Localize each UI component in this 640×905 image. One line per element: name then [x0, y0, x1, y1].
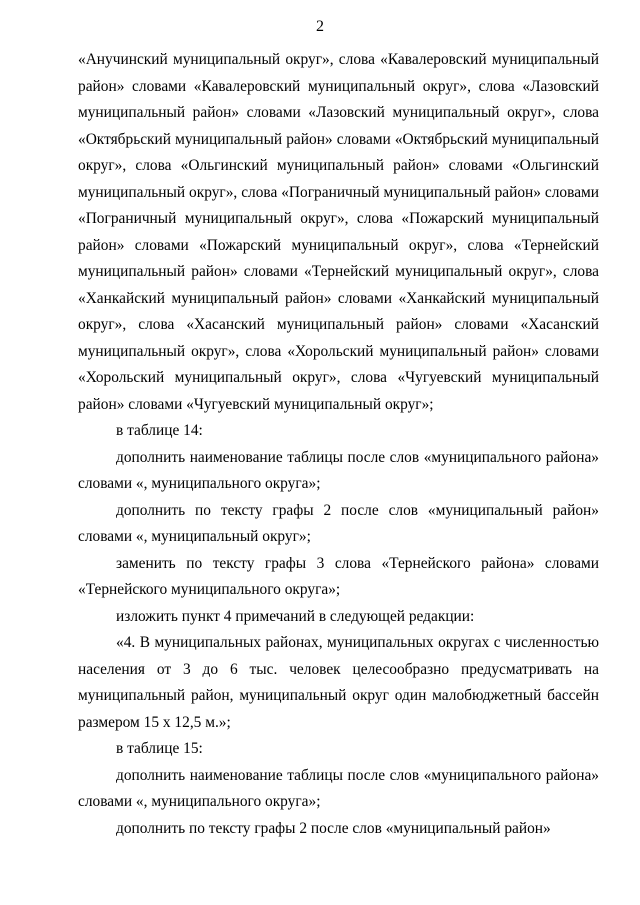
paragraph-10: дополнить по тексту графы 2 после слов «муниципальный район» [116, 819, 551, 837]
paragraph-5: заменить по тексту графы 3 слова «Тернейского района» словами «Тернейского муниципального округа»; [78, 554, 599, 598]
paragraph-2: в таблице 14: [116, 422, 203, 439]
paragraph-6: изложить пункт 4 примечаний в следующей редакции: [116, 607, 475, 625]
paragraph-9: дополнить наименование таблицы после слов «муниципального района» словами «, муниципального округа»; [78, 766, 599, 810]
paragraph-7: «4. В муниципальных районах, муниципальных округах с численностью населения от 3 до 6 тыс. человек целесообразно предусматривать на муниципальный район, муниципальный округ один малобюджетный бассейн размером 15 х 12,5 м.»; [78, 634, 599, 731]
paragraph-8: в таблице 15: [116, 740, 203, 757]
paragraph-1: «Анучинский муниципальный округ», слова «Кавалеровский муниципальный район» словами «Кавалеровский муниципальный округ», слова «Лазовский муниципальный район» словами «Лазовский муниципальный округ», слова «Октябрьский муниципальный район» словами «Октябрьский муниципальный округ», слова «Ольгинский муниципальный район» словами «Ольгинский муниципальный округ», слова «Пограничный муниципальный район» словами «Пограничный муниципальный округ», слова «Пожарский муниципальный район» словами «Пожарский муниципальный округ», слова «Тернейский муниципальный район» словами «Тернейский муниципальный округ», слова «Ханкайский муниципальный район» словами «Ханкайский муниципальный округ», слова «Хасанский муниципальный район» словами «Хасанский муниципальный округ», слова «Хорольский муниципальный район» словами «Хорольский муниципальный округ», слова «Чугуевский муниципальный район» словами «Чугуевский муниципальный округ»; [78, 51, 599, 413]
document-body [78, 47, 599, 842]
paragraph-3: дополнить наименование таблицы после слов «муниципального района» словами «, муниципального округа»; [78, 448, 599, 492]
page-number: 2 [316, 18, 324, 35]
paragraph-4: дополнить по тексту графы 2 после слов «муниципальный район» словами «, муниципальный округ»; [78, 501, 599, 545]
